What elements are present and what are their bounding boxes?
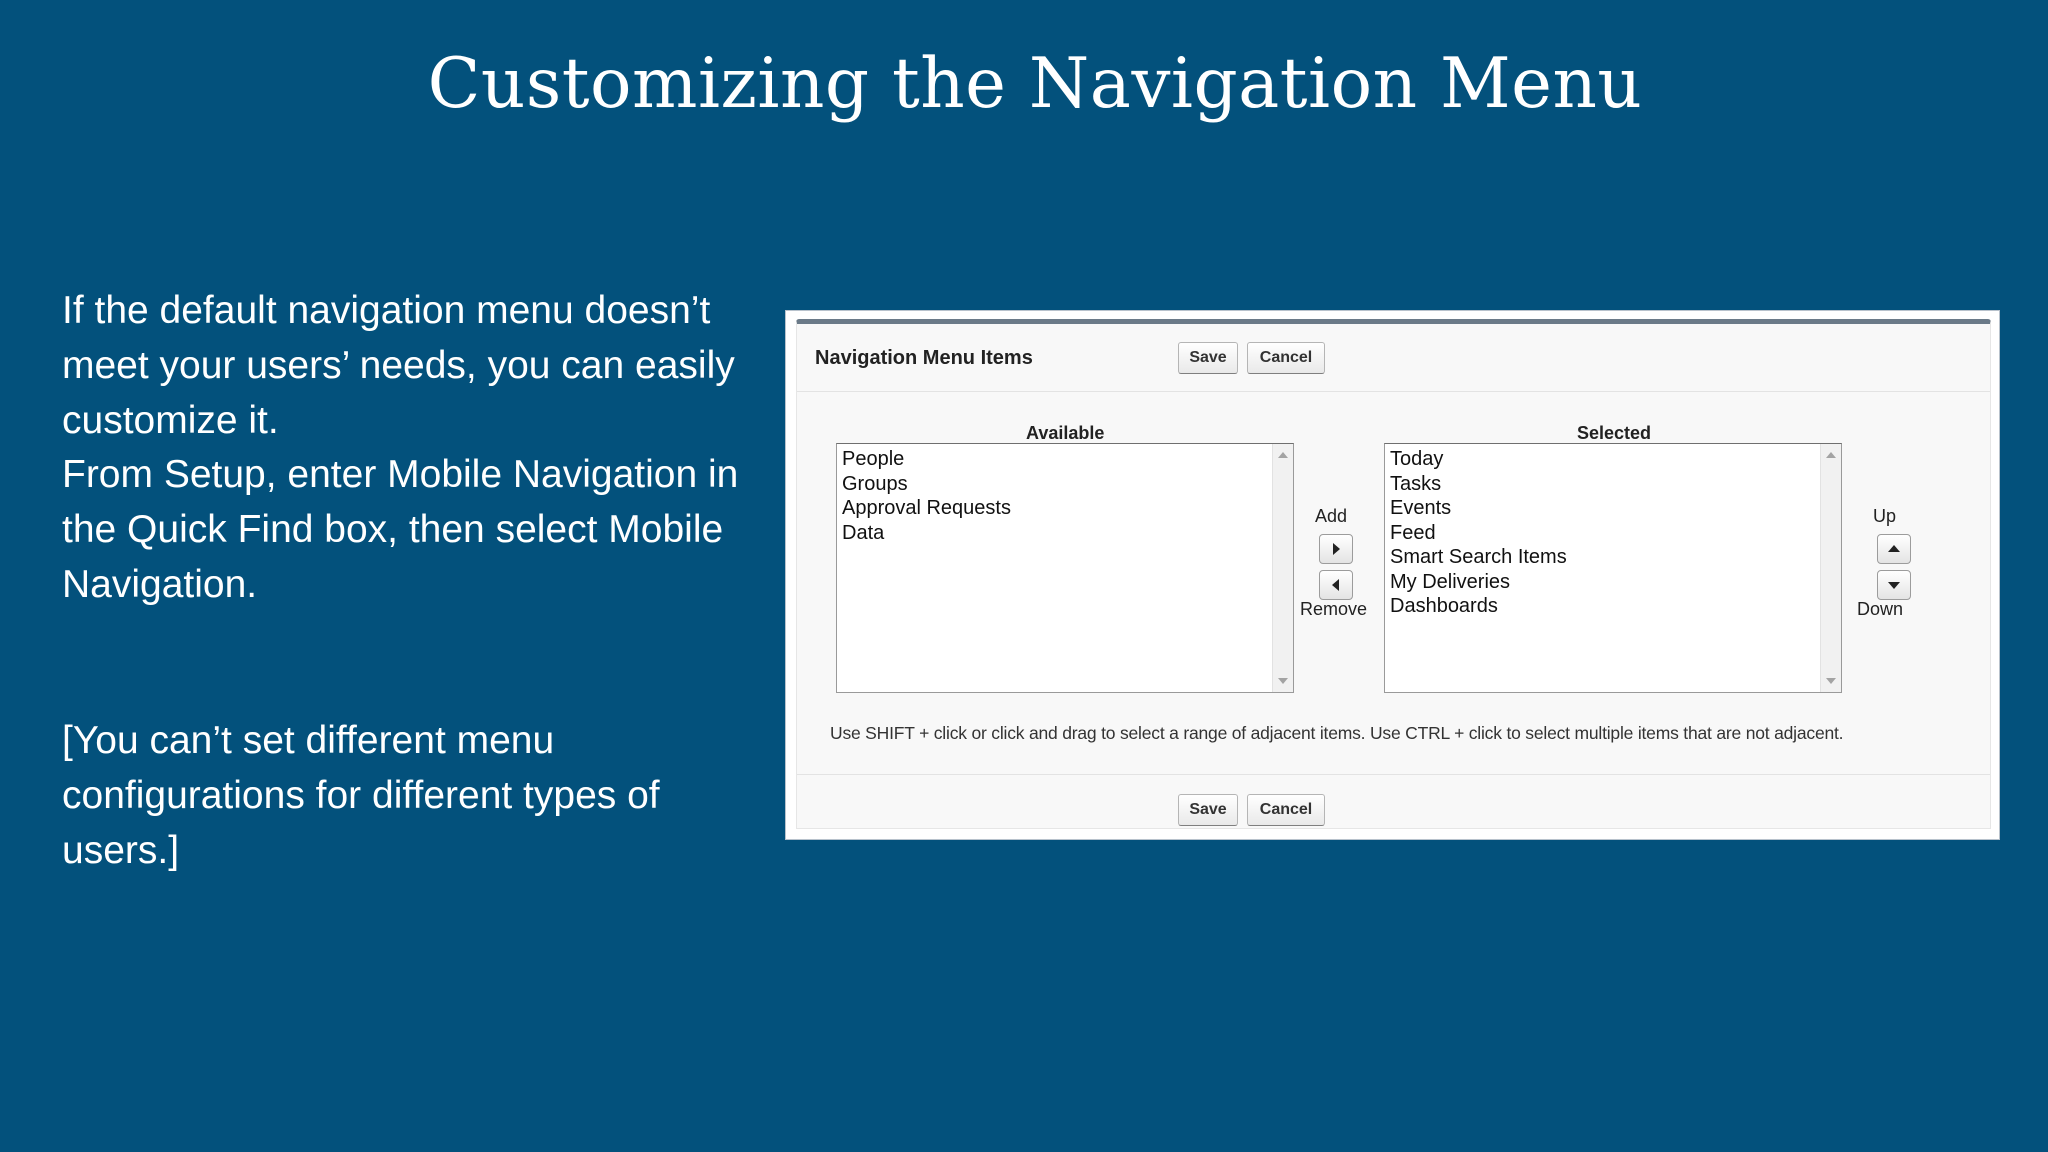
available-scrollbar[interactable] [1272,444,1293,692]
move-down-button[interactable] [1877,570,1911,600]
list-item[interactable]: Today [1390,448,1444,470]
panel-title: Navigation Menu Items [815,347,1033,369]
list-item[interactable]: Events [1390,497,1452,519]
list-item[interactable]: Smart Search Items [1390,546,1567,568]
selected-scrollbar[interactable] [1820,444,1841,692]
slide-title: Customizing the Navigation Menu [427,44,1643,124]
add-button[interactable] [1319,534,1353,564]
list-item[interactable]: People [842,448,905,470]
available-listbox[interactable] [836,443,1294,693]
body-paragraph-intro: If the default navigation menu doesn’t meet your users’ needs, you can easily customize it. [62,289,735,442]
up-arrow-icon [1888,545,1900,552]
help-text: Use SHIFT + click or click and drag to select a range of adjacent items. Use CTRL + click to select multiple items that are not adjacent. [830,723,1844,743]
top-save-button[interactable]: Save [1178,342,1238,374]
add-label: Add [1315,506,1348,526]
selected-items [1390,447,1817,619]
body-paragraph-instructions: From Setup, enter Mobile Navigation in the Quick Find box, then select Mobile Navigation. [62,453,739,606]
bottom-save-button[interactable]: Save [1178,794,1238,826]
selected-label: Selected [1577,423,1652,443]
navigation-menu-items-panel [796,319,1991,829]
list-item[interactable]: My Deliveries [1390,570,1511,593]
available-label: Available [1026,423,1105,443]
scroll-up-icon[interactable] [1278,452,1288,458]
list-item[interactable]: Data [842,521,885,544]
down-arrow-icon [1888,582,1900,589]
list-item[interactable]: Feed [1390,521,1436,544]
add-arrow-icon [1333,543,1340,555]
list-item[interactable]: Dashboards [1390,595,1498,617]
list-item[interactable]: Groups [842,472,908,495]
remove-arrow-icon [1332,579,1339,591]
move-up-button[interactable] [1877,534,1911,564]
list-item[interactable]: Approval Requests [842,497,1011,519]
list-item[interactable]: Tasks [1390,472,1442,495]
panel-header [797,324,1990,392]
navigation-menu-items-screenshot [785,310,2000,840]
remove-label: Remove [1300,599,1368,619]
scroll-down-icon[interactable] [1826,678,1836,684]
down-label: Down [1857,599,1904,619]
available-items [842,447,1269,545]
scroll-down-icon[interactable] [1278,678,1288,684]
up-label: Up [1873,506,1897,526]
scroll-up-icon[interactable] [1826,452,1836,458]
selected-listbox[interactable] [1384,443,1842,693]
remove-button[interactable] [1319,570,1353,600]
body-paragraph-note: [You can’t set different menu configurations for different types of users.] [62,719,660,872]
panel-footer [797,774,1990,828]
top-cancel-button[interactable]: Cancel [1247,342,1325,374]
bottom-cancel-button[interactable]: Cancel [1247,794,1325,826]
